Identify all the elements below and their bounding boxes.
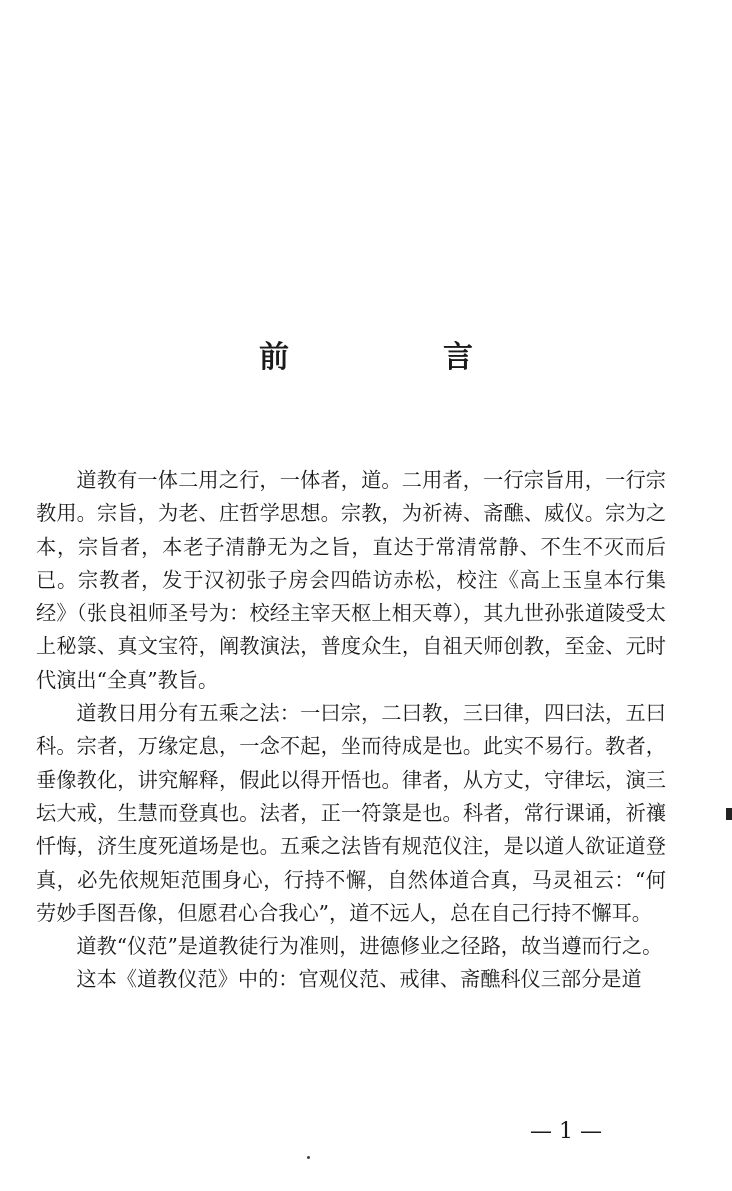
scan-edge-mark [726,808,732,820]
paragraph-2: 道教日用分有五乘之法：一曰宗，二曰教，三曰律，四曰法，五曰科。宗者，万缘定息，一念不起，坐而待成是也。此实不易行。教者，垂像教化，讲究解释，假此以得开悟也。律者，从方丈，守律坛，演三坛大戒，生慧而登真也。法者，正一符箓是也。科者，常行课诵，祈禳忏悔，济生度死道场是也。五乘之法皆有规范仪注，是以道人欲证道登真，必先依规矩范围身心，行持不懈，自然体道合真，马灵祖云：“何劳妙手图吾像，但愿君心合我心”，道不远人，总在自己行持不懈耳。 [36,701,666,925]
body-text [36,464,666,997]
paragraph-4: 这本《道教仪范》中的：官观仪范、戒律、斋醮科仪三部分是道 [76,967,642,992]
scan-speck [307,1156,310,1159]
paragraph-3: 道教“仪范”是道教徒行为准则，进德修业之径路，故当遵而行之。 [76,934,663,959]
page-title: 前 言 [259,340,535,375]
page-number: — 1 — [530,1119,602,1144]
paragraph-1: 道教有一体二用之行，一体者，道。二用者，一行宗旨用，一行宗教用。宗旨，为老、庄哲学思想。宗教，为祈祷、斋醮、威仪。宗为之本，宗旨者，本老子清静无为之旨，直达于常清常静、不生不灭而后已。宗教者，发于汉初张子房会四皓访赤松，校注《高上玉皇本行集经》（张良祖师圣号为：校经主宰天枢上相天尊），其九世孙张道陵受太上秘箓、真文宝符，阐教演法，普度众生，自祖天师创教，至金、元时代演出“全真”教旨。 [36,468,666,692]
